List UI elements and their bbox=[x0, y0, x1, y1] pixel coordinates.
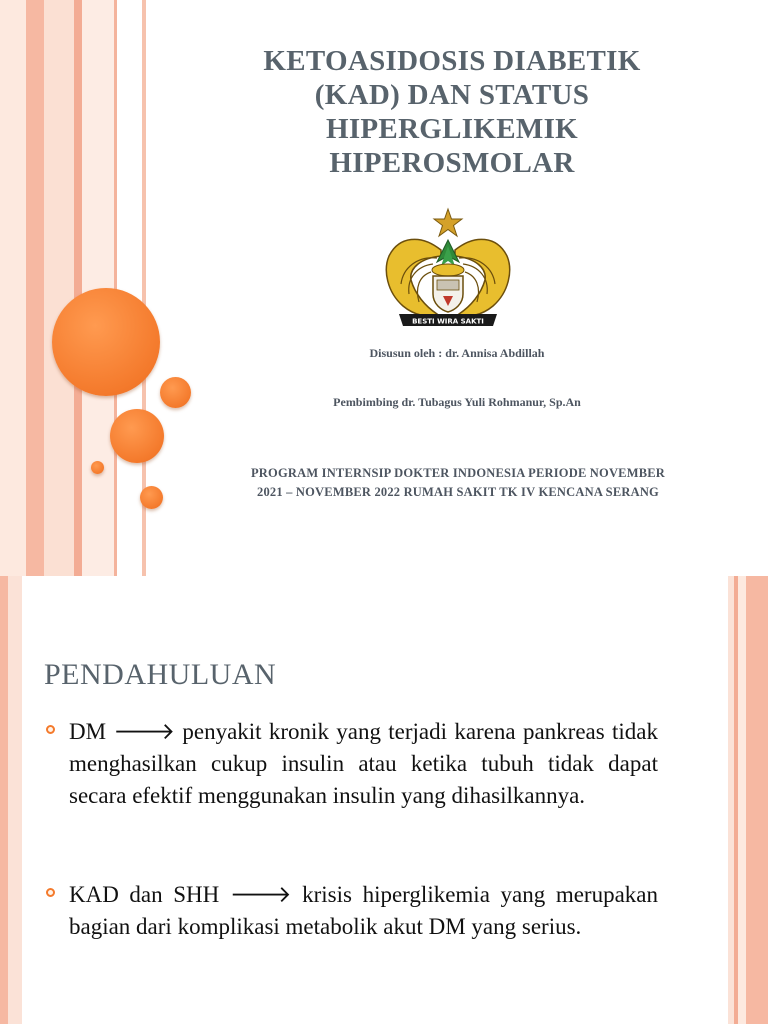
decorative-circle bbox=[52, 288, 160, 396]
stripe-decoration bbox=[8, 576, 22, 1024]
stripe-decoration bbox=[44, 0, 74, 576]
decorative-circle bbox=[91, 461, 104, 474]
stripe-decoration bbox=[74, 0, 82, 576]
list-item bbox=[46, 879, 658, 943]
title-line: KETOASIDOSIS DIABETIK bbox=[263, 45, 641, 77]
bullet-text: KAD dan SHH 🡒 krisis hiperglikemia yang merupakan bagian dari komplikasi metabolik akut DM yang serius. bbox=[69, 882, 658, 939]
program-info bbox=[198, 464, 718, 502]
orange-ring-bullet-icon bbox=[46, 888, 55, 897]
bullet-text: DM 🡒 penyakit kronik yang terjadi karena pankreas tidak menghasilkan cukup insulin atau ketika tubuh tidak dapat secara efektif menggunakan insulin yang dihasilkannya. bbox=[69, 719, 658, 808]
author-line: Disusun oleh : dr. Annisa Abdillah bbox=[369, 346, 545, 360]
introduction-slide bbox=[0, 576, 768, 1024]
stripe-decoration bbox=[738, 576, 746, 1024]
stripe-decoration bbox=[0, 576, 8, 1024]
title-line: (KAD) DAN STATUS bbox=[314, 79, 590, 111]
orange-ring-bullet-icon bbox=[46, 725, 55, 734]
advisor-line: Pembimbing dr. Tubagus Yuli Rohmanur, Sp.An bbox=[333, 395, 581, 409]
title-line: HIPEROSMOLAR bbox=[329, 147, 575, 179]
program-line: PROGRAM INTERNSIP DOKTER INDONESIA PERIODE NOVEMBER bbox=[250, 466, 666, 480]
stripe-decoration bbox=[746, 576, 768, 1024]
title-line: HIPERGLIKEMIK bbox=[325, 113, 579, 145]
stripe-decoration bbox=[26, 0, 44, 576]
military-eagle-emblem-icon bbox=[381, 206, 515, 334]
decorative-circle bbox=[140, 486, 163, 509]
list-item bbox=[46, 716, 658, 812]
stripe-decoration bbox=[0, 0, 26, 576]
presentation-title bbox=[222, 44, 682, 180]
decorative-circle bbox=[160, 377, 191, 408]
slide-title: PENDAHULUAN bbox=[44, 658, 277, 691]
emblem-motto: BESTI WIRA SAKTI bbox=[412, 317, 484, 326]
program-line: 2021 – NOVEMBER 2022 RUMAH SAKIT TK IV KENCANA SERANG bbox=[257, 485, 659, 499]
decorative-circle bbox=[110, 409, 164, 463]
